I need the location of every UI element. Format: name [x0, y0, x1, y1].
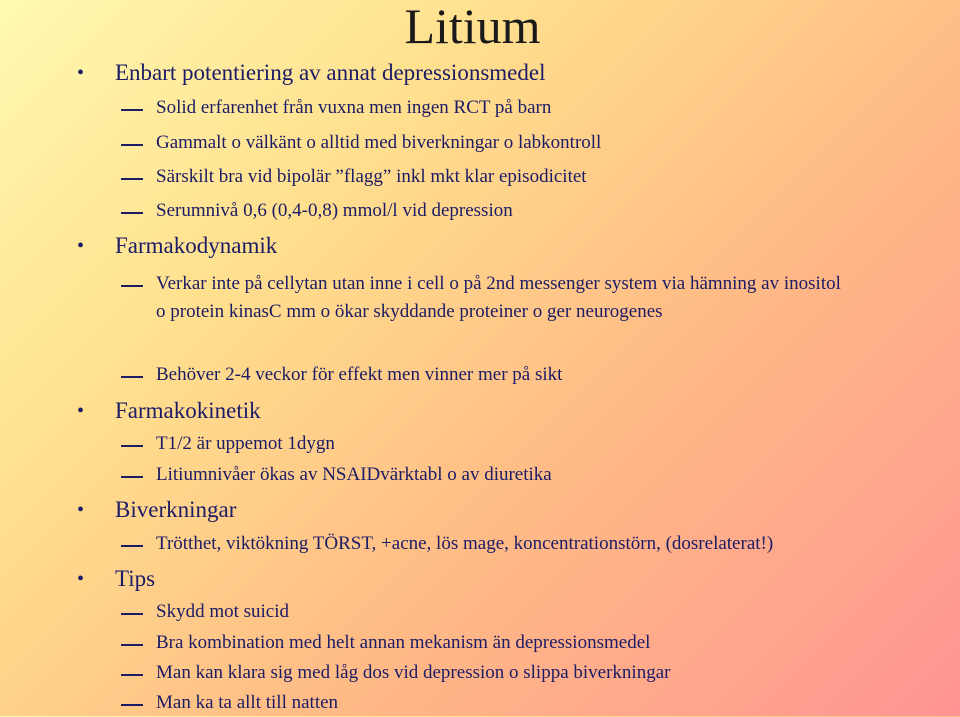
dash-icon: [121, 704, 143, 706]
sub-bullet-text: Särskilt bra vid bipolär ”flagg” inkl mkt klar episodicitet: [156, 166, 587, 187]
dash-icon: [121, 144, 143, 146]
sub-bullet-text: Solid erfarenhet från vuxna men ingen RCT på barn: [156, 97, 552, 118]
sub-bullet-text: Bra kombination med helt annan mekanism än depressionsmedel: [156, 632, 651, 653]
sub-bullet-item: [156, 129, 601, 157]
dash-icon: [121, 212, 143, 214]
slide-title: Litium: [404, 0, 541, 54]
sub-bullet-text: Skydd mot suicid: [156, 601, 290, 622]
bullet-dot-icon: •: [77, 62, 85, 84]
sub-bullet-item: [156, 270, 846, 326]
sub-bullet-text: Behöver 2-4 veckor för effekt men vinner mer på sikt: [156, 364, 563, 385]
dash-icon: [121, 644, 143, 646]
dash-icon: [121, 376, 143, 378]
dash-icon: [121, 285, 143, 287]
bullet-dot-icon: •: [77, 400, 85, 422]
sub-bullet-text: Verkar inte på cellytan utan inne i cell o på 2nd messenger system via hämning av inositol o protein kinasC mm o ökar skyddande proteiner o ger neurogenes: [156, 273, 841, 322]
sub-bullet-item: [156, 598, 289, 626]
sub-bullet-item: [156, 461, 552, 489]
bullet-item: [77, 398, 261, 424]
sub-bullet-text: Litiumnivåer ökas av NSAIDvärktabl o av diuretika: [156, 464, 552, 485]
sub-bullet-text: T1/2 är uppemot 1dygn: [156, 433, 335, 454]
sub-bullet-item: [156, 163, 587, 191]
bullet-text: Enbart potentiering av annat depressionsmedel: [115, 60, 546, 85]
bullet-item: [77, 497, 237, 523]
sub-bullet-item: [156, 94, 551, 122]
bullet-dot-icon: •: [77, 235, 85, 257]
sub-bullet-item: [156, 629, 650, 657]
dash-icon: [121, 613, 143, 615]
sub-bullet-item: [156, 197, 513, 225]
dash-icon: [121, 476, 143, 478]
sub-bullet-item: [156, 530, 773, 558]
sub-bullet-item: [156, 689, 338, 717]
dash-icon: [121, 545, 143, 547]
sub-bullet-item: [156, 659, 670, 687]
dash-icon: [121, 445, 143, 447]
dash-icon: [121, 109, 143, 111]
sub-bullet-item: [156, 430, 335, 458]
bullet-item: [77, 233, 278, 259]
bullet-text: Tips: [115, 566, 156, 591]
bullet-item: [77, 566, 156, 592]
sub-bullet-text: Man ka ta allt till natten: [156, 692, 339, 713]
bullet-dot-icon: •: [77, 568, 85, 590]
sub-bullet-text: Trötthet, viktökning TÖRST, +acne, lös mage, koncentrationstörn, (dosrelaterat!): [156, 533, 774, 554]
sub-bullet-text: Serumnivå 0,6 (0,4-0,8) mmol/l vid depression: [156, 200, 513, 221]
bullet-text: Farmakokinetik: [115, 398, 261, 423]
bullet-item: [77, 60, 546, 86]
bullet-text: Farmakodynamik: [115, 233, 278, 258]
dash-icon: [121, 178, 143, 180]
sub-bullet-text: Gammalt o välkänt o alltid med biverkningar o labkontroll: [156, 132, 602, 153]
bullet-dot-icon: •: [77, 499, 85, 521]
sub-bullet-text: Man kan klara sig med låg dos vid depression o slippa biverkningar: [156, 662, 671, 683]
bullet-text: Biverkningar: [115, 497, 237, 522]
dash-icon: [121, 674, 143, 676]
sub-bullet-item: [156, 361, 562, 389]
